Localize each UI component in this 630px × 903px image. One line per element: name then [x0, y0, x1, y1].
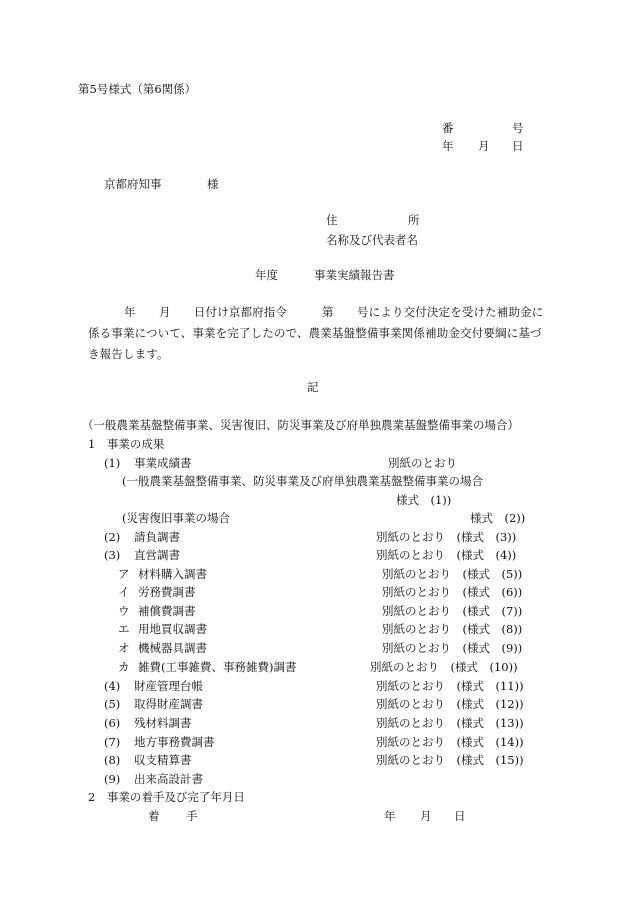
item-number: (6) — [104, 716, 121, 730]
item-number: (7) — [104, 735, 121, 749]
item-label: 出来高設計書 — [134, 772, 203, 786]
body-line-1: 年 月 日付け京都府指令 第 号により交付決定を受けた補助金に — [124, 305, 544, 319]
start-month-label: 月 — [420, 809, 432, 823]
number-ban-label: 番 — [442, 121, 454, 135]
item-label: 地方事務費調書 — [134, 735, 215, 749]
body-paragraph — [88, 302, 550, 365]
item-number: (2) — [104, 530, 121, 544]
applicant-address-label-a: 住 — [326, 213, 338, 227]
item-label: 取得財産調書 — [134, 697, 203, 711]
subitem-label: 用地買収調書 — [138, 622, 207, 636]
item-label: 収支精算書 — [134, 753, 192, 767]
item-number: (3) — [104, 548, 121, 562]
body-line-2: 係る事業について、事業を完了したので、農業基盤整備事業関係補助金交付要綱に基づ — [88, 326, 542, 340]
item-reference: 別紙のとおり (様式 (12)) — [376, 697, 524, 711]
subitem-label: 雑費(工事雑費、事務雑費)調書 — [138, 660, 297, 674]
subitem-marker: イ — [118, 585, 130, 599]
addressee-governor: 京都府知事 — [104, 177, 162, 191]
subitem-label: 労務費調書 — [138, 585, 196, 599]
subitem-marker: エ — [118, 622, 130, 636]
date-year-label: 年 — [442, 139, 454, 153]
subitem-reference: 別紙のとおり (様式 (5)) — [382, 567, 523, 581]
item-reference: 別紙のとおり (様式 (14)) — [376, 735, 524, 749]
subitem-marker: ウ — [118, 604, 130, 618]
item-reference: 別紙のとおり (様式 (15)) — [376, 753, 524, 767]
subitem-reference: 別紙のとおり (様式 (8)) — [382, 622, 523, 636]
subitem-reference: 別紙のとおり (様式 (9)) — [382, 641, 523, 655]
date-day-label: 日 — [512, 139, 524, 153]
subitem-label: 補償費調書 — [138, 604, 196, 618]
item-label: 事業成績書 — [134, 456, 192, 470]
item-reference: 別紙のとおり (様式 (4)) — [376, 548, 517, 562]
subitem-marker: カ — [118, 660, 130, 674]
start-day-label: 日 — [454, 809, 466, 823]
subitem-marker: ア — [118, 567, 130, 581]
applicant-name-label: 名称及び代表者名 — [326, 233, 418, 247]
case-heading: （一般農業基盤整備事業、災害復旧、防災事業及び府単独農業基盤整備事業の場合） — [82, 418, 519, 432]
subitem-reference: 別紙のとおり (様式 (10)) — [370, 660, 518, 674]
item-label: 残材料調書 — [134, 716, 192, 730]
subcase-heading-disaster: (災害復旧事業の場合 — [122, 511, 230, 525]
section2-heading: 2 事業の着手及び完了年月日 — [88, 790, 245, 804]
subitem-label: 機械器具調書 — [138, 641, 207, 655]
item-reference: 別紙のとおり (様式 (3)) — [376, 530, 517, 544]
ki-marker: 記 — [307, 380, 319, 394]
item-number: (4) — [104, 679, 121, 693]
item-label: 直営調書 — [134, 548, 180, 562]
item-label: 財産管理台帳 — [134, 679, 203, 693]
item-number: (1) — [104, 456, 121, 470]
page-title: 事業実績報告書 — [314, 268, 395, 282]
addressee-honorific: 様 — [207, 177, 219, 191]
item-reference: 別紙のとおり (様式 (13)) — [376, 716, 524, 730]
item-reference: 別紙のとおり — [388, 456, 457, 470]
applicant-address-label-b: 所 — [408, 213, 420, 227]
section1-heading: 1 事業の成果 — [88, 437, 165, 451]
subitem-label: 材料購入調書 — [138, 567, 207, 581]
start-year-label: 年 — [384, 809, 396, 823]
date-month-label: 月 — [478, 139, 490, 153]
item-number: (5) — [104, 697, 121, 711]
start-label-b: 手 — [186, 809, 198, 823]
item-label: 請負調書 — [134, 530, 180, 544]
body-line-3: き報告します。 — [88, 347, 169, 361]
form-number: 第5号様式（第6関係） — [78, 82, 197, 96]
item-reference: 別紙のとおり (様式 (11)) — [376, 679, 524, 693]
subcase-heading-general: (一般農業基盤整備事業、防災事業及び府単独農業基盤整備事業の場合 — [122, 474, 483, 488]
subitem-marker: オ — [118, 641, 130, 655]
item-number: (9) — [104, 772, 121, 786]
subitem-reference: 別紙のとおり (様式 (6)) — [382, 585, 523, 599]
subcase-reference-disaster: 様式 (2)) — [470, 511, 526, 525]
fiscal-year-label: 年度 — [255, 268, 278, 282]
start-label-a: 着 — [148, 809, 160, 823]
subitem-reference: 別紙のとおり (様式 (7)) — [382, 604, 523, 618]
item-number: (8) — [104, 753, 121, 767]
subcase-reference-general: 様式 (1)) — [396, 493, 452, 507]
number-go-label: 号 — [512, 121, 524, 135]
